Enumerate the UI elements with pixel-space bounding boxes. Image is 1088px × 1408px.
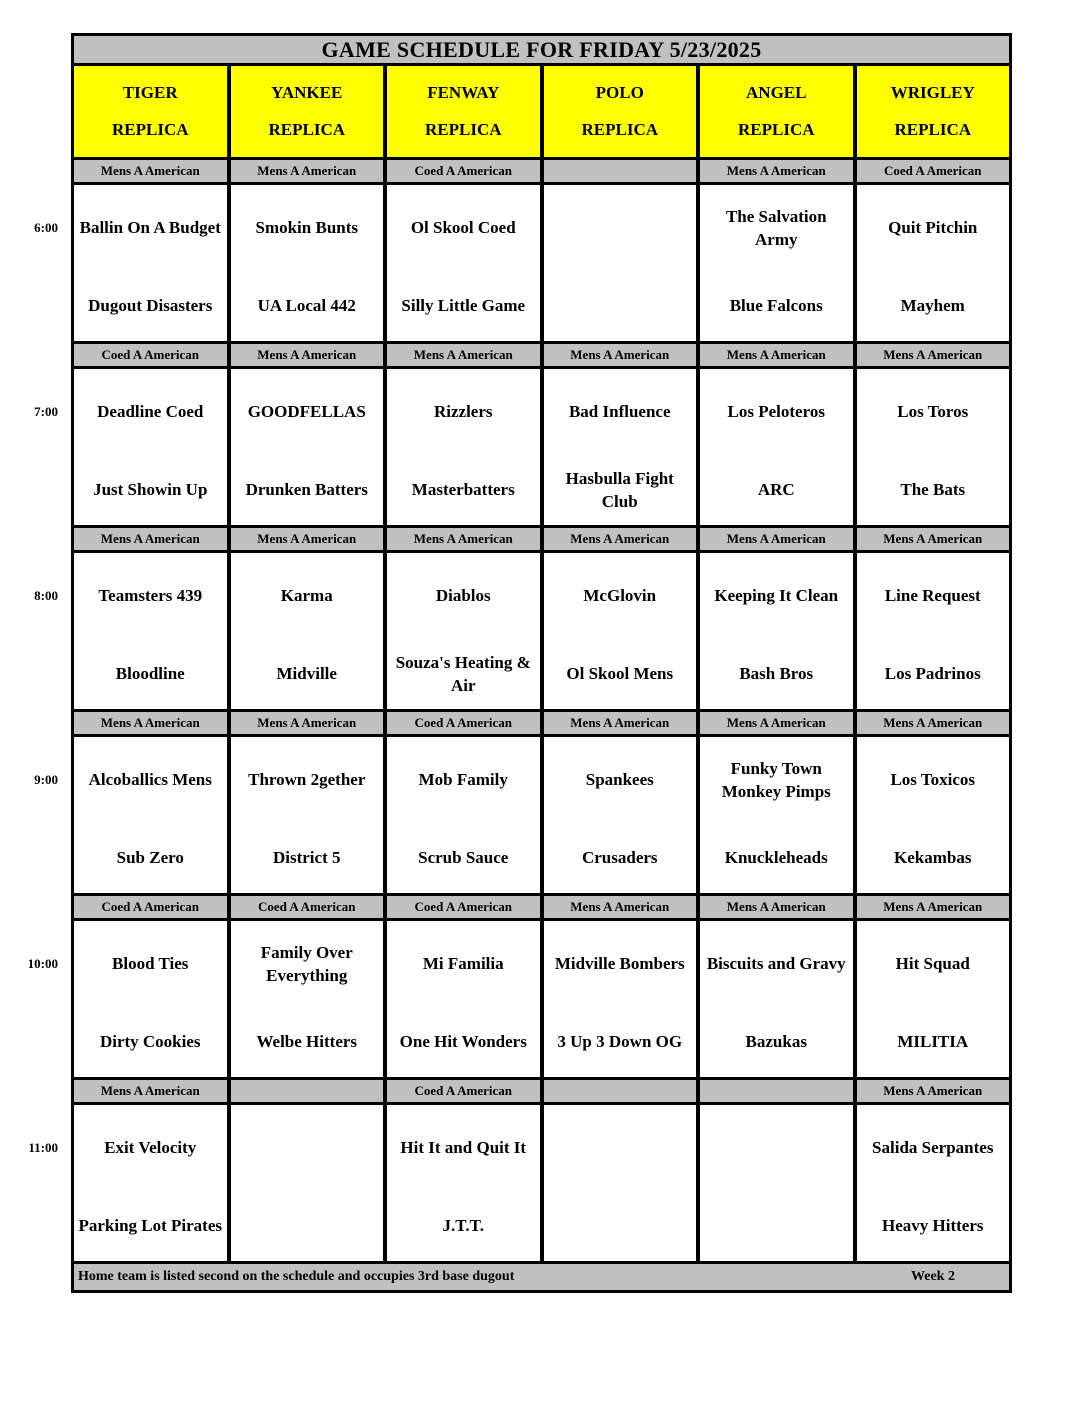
game-cell: [700, 1105, 853, 1261]
home-team-name: Los Padrinos: [884, 664, 981, 684]
home-team-name: District 5: [272, 848, 341, 868]
home-team-name: Just Showin Up: [93, 480, 208, 500]
field-replica-label: REPLICA: [268, 120, 345, 139]
game-cell: [74, 921, 227, 1077]
schedule-cell: [857, 528, 1010, 709]
schedule-cell: [74, 160, 227, 341]
schedule-cell: [74, 1080, 227, 1261]
division-label: Coed A American: [857, 160, 1010, 182]
home-team-name: Blue Falcons: [729, 296, 823, 316]
game-cell: [231, 921, 384, 1077]
division-label: Mens A American: [857, 528, 1010, 550]
game-cell: [387, 369, 540, 525]
division-label: Mens A American: [700, 528, 853, 550]
game-cell: [74, 369, 227, 525]
schedule-cell: [700, 160, 853, 341]
footer-bar: [74, 1264, 1009, 1290]
page-title: GAME SCHEDULE FOR FRIDAY 5/23/2025: [74, 36, 1009, 63]
game-cell: [857, 369, 1010, 525]
away-team-name: McGlovin: [583, 586, 657, 606]
away-team-name: Smokin Bunts: [255, 218, 359, 238]
division-label: [231, 1080, 384, 1102]
game-cell: [231, 369, 384, 525]
away-team-name: Midville Bombers: [554, 954, 685, 974]
field-header-angel: [700, 66, 853, 157]
game-cell: [857, 185, 1010, 341]
division-label: Coed A American: [387, 1080, 540, 1102]
division-label: Mens A American: [857, 896, 1010, 918]
home-team-name: Dirty Cookies: [99, 1032, 201, 1052]
schedule-cell: [544, 1080, 697, 1261]
away-team-name: Exit Velocity: [104, 1138, 197, 1158]
schedule-cell: [700, 1080, 853, 1261]
game-cell: [74, 553, 227, 709]
away-team-name: [544, 185, 697, 272]
game-cell: [544, 185, 697, 341]
schedule-cell: [387, 160, 540, 341]
schedule-cell: [231, 896, 384, 1077]
field-header-fenway: [387, 66, 540, 157]
away-team-name: Biscuits and Gravy: [706, 954, 846, 974]
home-team-name: Masterbatters: [411, 480, 515, 500]
field-name: WRIGLEY: [890, 83, 975, 102]
game-cell: [700, 921, 853, 1077]
home-team-name: Sub Zero: [116, 848, 184, 868]
game-cell: [387, 1105, 540, 1261]
schedule-cell: [231, 344, 384, 525]
division-label: Mens A American: [74, 160, 227, 182]
game-cell: [544, 921, 697, 1077]
away-team-name: Hit It and Quit It: [400, 1138, 527, 1158]
home-team-name: UA Local 442: [257, 296, 356, 316]
schedule-cell: [231, 1080, 384, 1261]
schedule-cell: [700, 344, 853, 525]
game-cell: [857, 921, 1010, 1077]
field-name: YANKEE: [271, 83, 343, 102]
game-cell: [544, 369, 697, 525]
field-name: POLO: [595, 83, 644, 102]
home-team-name: Parking Lot Pirates: [78, 1216, 223, 1236]
schedule-cell: [700, 896, 853, 1077]
division-label: [700, 1080, 853, 1102]
time-label: 8:00: [34, 588, 58, 603]
home-team-name: Bash Bros: [739, 664, 814, 684]
away-team-name: Funky Town Monkey Pimps: [721, 759, 831, 801]
division-label: Mens A American: [387, 528, 540, 550]
schedule-cell: [231, 160, 384, 341]
away-team-name: [544, 1105, 697, 1192]
division-label: Mens A American: [700, 160, 853, 182]
field-header-yankee: [231, 66, 384, 157]
home-team-name: [700, 1192, 853, 1261]
home-team-name: Silly Little Game: [401, 296, 526, 316]
game-cell: [700, 369, 853, 525]
division-label: Coed A American: [387, 160, 540, 182]
schedule-cell: [387, 528, 540, 709]
game-cell: [544, 737, 697, 893]
schedule-cell: [387, 896, 540, 1077]
schedule-cell: [544, 712, 697, 893]
home-team-name: Dugout Disasters: [88, 296, 213, 316]
game-cell: [231, 553, 384, 709]
schedule-cell: [231, 712, 384, 893]
game-cell: [231, 1105, 384, 1261]
schedule-cell: [74, 344, 227, 525]
game-cell: [387, 553, 540, 709]
away-team-name: GOODFELLAS: [247, 402, 366, 422]
schedule-cell: [544, 528, 697, 709]
away-team-name: Bad Influence: [568, 402, 671, 422]
division-label: Coed A American: [387, 712, 540, 734]
time-label: 9:00: [34, 772, 58, 787]
schedule-cell: [231, 528, 384, 709]
game-cell: [231, 737, 384, 893]
game-cell: [231, 185, 384, 341]
field-replica-label: REPLICA: [424, 120, 502, 139]
division-label: Mens A American: [74, 1080, 227, 1102]
field-header-tiger: [74, 66, 227, 157]
away-team-name: Los Toros: [897, 402, 969, 422]
schedule-cell: [857, 160, 1010, 341]
away-team-name: Rizzlers: [433, 402, 493, 422]
division-label: [544, 160, 697, 182]
home-team-name: Knuckleheads: [724, 848, 828, 868]
away-team-name: Teamsters 439: [98, 586, 203, 606]
schedule-cell: [857, 712, 1010, 893]
home-team-name: MILITIA: [897, 1032, 969, 1052]
home-team-name: Hasbulla Fight Club: [565, 469, 674, 511]
field-replica-label: REPLICA: [737, 120, 815, 139]
game-cell: [857, 1105, 1010, 1261]
away-team-name: The Salvation Army: [725, 207, 827, 249]
away-team-name: Hit Squad: [895, 954, 970, 974]
away-team-name: Los Peloteros: [727, 402, 825, 422]
field-header-wrigley: [857, 66, 1010, 157]
home-team-name: Crusaders: [581, 848, 658, 868]
away-team-name: Keeping It Clean: [714, 586, 839, 606]
schedule-cell: [387, 1080, 540, 1261]
home-team-name: Heavy Hitters: [882, 1216, 984, 1236]
field-name: ANGEL: [746, 83, 807, 102]
away-team-name: Spankees: [585, 770, 654, 790]
away-team-name: Karma: [280, 586, 333, 606]
time-label: 11:00: [28, 1140, 58, 1155]
home-team-name: [231, 1192, 384, 1261]
field-replica-label: REPLICA: [111, 120, 189, 139]
away-team-name: Los Toxicos: [890, 770, 976, 790]
schedule-cell: [387, 344, 540, 525]
field-name: TIGER: [122, 83, 178, 102]
home-team-name: One Hit Wonders: [399, 1032, 527, 1052]
home-team-note: Home team is listed second on the schedule and occupies 3rd base dugout: [78, 1269, 515, 1284]
division-label: Mens A American: [857, 1080, 1010, 1102]
away-team-name: [231, 1105, 384, 1192]
field-header-polo: [544, 66, 697, 157]
game-cell: [700, 737, 853, 893]
division-label: Mens A American: [700, 896, 853, 918]
home-team-name: [544, 272, 697, 341]
game-cell: [700, 185, 853, 341]
game-cell: [74, 737, 227, 893]
home-team-name: [544, 1192, 697, 1261]
division-label: Mens A American: [231, 344, 384, 366]
away-team-name: Ol Skool Coed: [410, 218, 516, 238]
time-label: 6:00: [34, 220, 58, 235]
game-cell: [857, 553, 1010, 709]
home-team-name: The Bats: [900, 480, 966, 500]
home-team-name: 3 Up 3 Down OG: [557, 1032, 683, 1052]
division-label: Mens A American: [387, 344, 540, 366]
schedule-cell: [857, 344, 1010, 525]
division-label: Mens A American: [544, 896, 697, 918]
schedule-cell: [544, 344, 697, 525]
away-team-name: Quit Pitchin: [888, 218, 978, 238]
game-cell: [74, 185, 227, 341]
away-team-name: Diablos: [435, 586, 491, 606]
home-team-name: Welbe Hitters: [256, 1032, 358, 1052]
division-label: [544, 1080, 697, 1102]
game-cell: [857, 737, 1010, 893]
schedule-cell: [857, 896, 1010, 1077]
field-replica-label: REPLICA: [894, 120, 971, 139]
away-team-name: Thrown 2gether: [248, 770, 366, 790]
division-label: Mens A American: [231, 160, 384, 182]
schedule-cell: [74, 528, 227, 709]
division-label: Mens A American: [700, 712, 853, 734]
division-label: Coed A American: [74, 344, 227, 366]
schedule-cell: [544, 160, 697, 341]
home-team-name: ARC: [757, 480, 795, 500]
time-label: 10:00: [27, 956, 58, 971]
schedule-cell: [74, 712, 227, 893]
division-label: Mens A American: [857, 712, 1010, 734]
home-team-name: Mayhem: [900, 296, 965, 316]
away-team-name: [700, 1105, 853, 1192]
division-label: Coed A American: [387, 896, 540, 918]
away-team-name: Salida Serpantes: [872, 1138, 994, 1158]
schedule-table: [71, 33, 1012, 1293]
home-team-name: J.T.T.: [442, 1216, 484, 1236]
game-cell: [387, 185, 540, 341]
game-cell: [544, 553, 697, 709]
field-name: FENWAY: [427, 83, 500, 102]
game-cell: [387, 921, 540, 1077]
division-label: Mens A American: [544, 528, 697, 550]
home-team-name: Bazukas: [745, 1032, 807, 1052]
division-label: Mens A American: [544, 712, 697, 734]
schedule-cell: [544, 896, 697, 1077]
home-team-name: Midville: [276, 664, 337, 684]
away-team-name: Ballin On A Budget: [79, 218, 221, 238]
time-label: 7:00: [34, 404, 58, 419]
away-team-name: Alcoballics Mens: [88, 770, 212, 790]
away-team-name: Mob Family: [418, 770, 508, 790]
away-team-name: Deadline Coed: [97, 402, 204, 422]
game-cell: [544, 1105, 697, 1261]
schedule-cell: [700, 528, 853, 709]
field-replica-label: REPLICA: [581, 120, 658, 139]
schedule-cell: [387, 712, 540, 893]
division-label: Mens A American: [74, 712, 227, 734]
division-label: Coed A American: [74, 896, 227, 918]
division-label: Mens A American: [74, 528, 227, 550]
away-team-name: Blood Ties: [112, 954, 189, 974]
game-cell: [74, 1105, 227, 1261]
away-team-name: Mi Familia: [422, 954, 504, 974]
home-team-name: Scrub Sauce: [418, 848, 509, 868]
home-team-name: Kekambas: [894, 848, 972, 868]
home-team-name: Souza's Heating & Air: [395, 653, 531, 695]
home-team-name: Bloodline: [115, 664, 185, 684]
division-label: Mens A American: [857, 344, 1010, 366]
game-cell: [387, 737, 540, 893]
division-label: Mens A American: [544, 344, 697, 366]
division-label: Mens A American: [231, 712, 384, 734]
game-cell: [700, 553, 853, 709]
home-team-name: Drunken Batters: [245, 480, 368, 500]
schedule-cell: [74, 896, 227, 1077]
schedule-cell: [857, 1080, 1010, 1261]
division-label: Coed A American: [231, 896, 384, 918]
home-team-name: Ol Skool Mens: [566, 664, 674, 684]
away-team-name: Family Over Everything: [260, 943, 353, 985]
schedule-cell: [700, 712, 853, 893]
away-team-name: Line Request: [884, 586, 981, 606]
division-label: Mens A American: [700, 344, 853, 366]
division-label: Mens A American: [231, 528, 384, 550]
week-label: Week 2: [911, 1269, 955, 1284]
